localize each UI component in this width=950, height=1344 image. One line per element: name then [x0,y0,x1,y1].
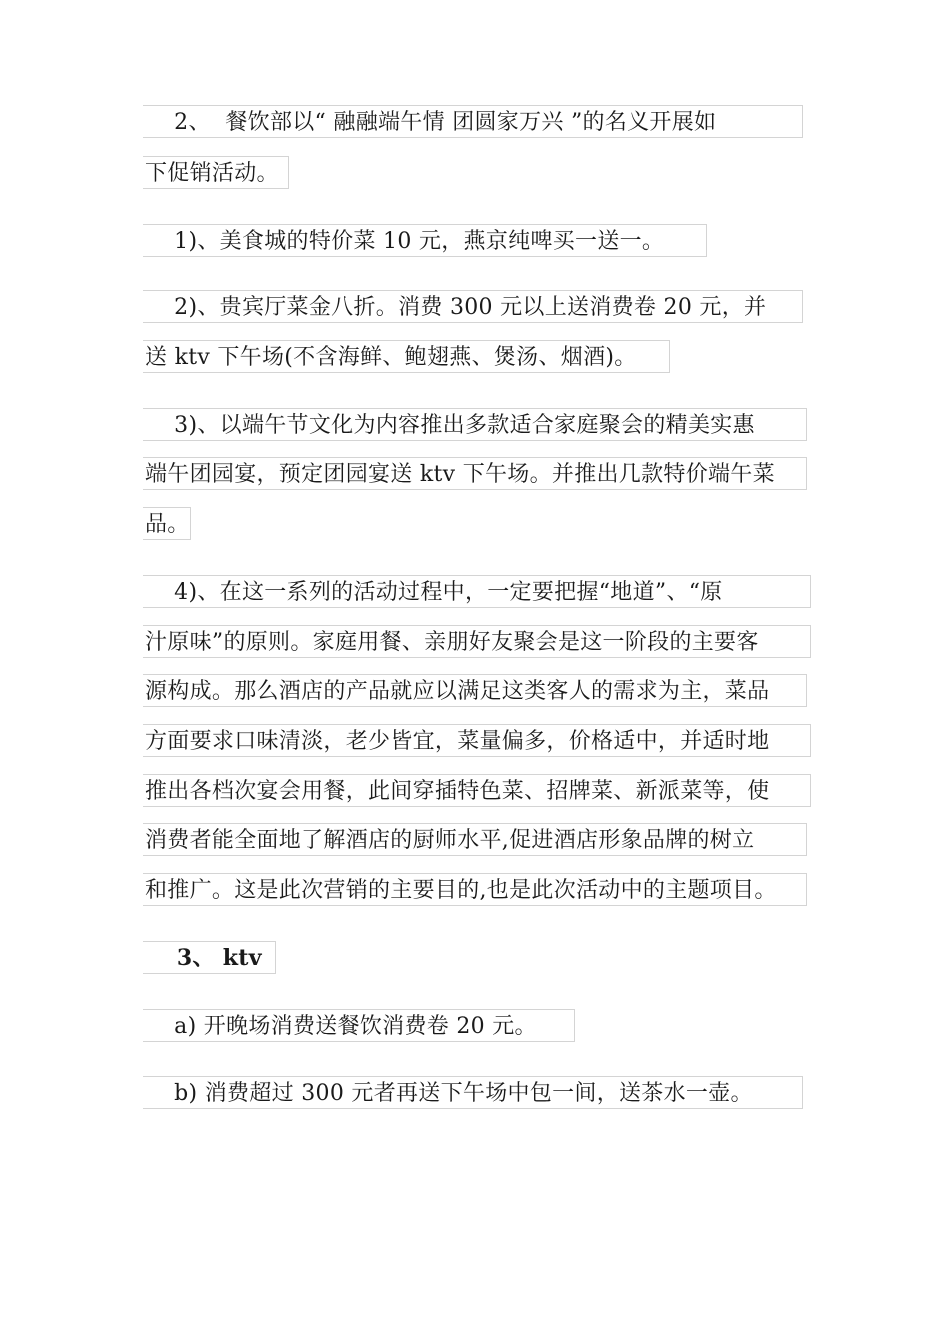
text-line: 推出各档次宴会用餐，此间穿插特色菜、招牌菜、新派菜等，使 [143,774,811,807]
text-line: 4)、在这一系列的活动过程中，一定要把握“地道”、“原 [143,575,811,608]
text-line: 消费者能全面地了解酒店的厨师水平,促进酒店形象品牌的树立 [143,823,807,856]
text-line: 方面要求口味清淡，老少皆宜，菜量偏多，价格适中，并适时地 [143,724,811,757]
text-line: 源构成。那么酒店的产品就应以满足这类客人的需求为主，菜品 [143,674,807,707]
text-line: 3)、以端午节文化为内容推出多款适合家庭聚会的精美实惠 [143,408,807,441]
section-heading: 3、 ktv [143,941,276,974]
text-line: 下促销活动。 [143,156,289,189]
text-line: 1)、美食城的特价菜 10 元，燕京纯啤买一送一。 [143,224,707,257]
text-line: 端午团园宴，预定团园宴送 ktv 下午场。并推出几款特价端午菜 [143,457,807,490]
text-line: 送 ktv 下午场(不含海鲜、鲍翅燕、煲汤、烟酒)。 [143,340,670,373]
text-line: 和推广。这是此次营销的主要目的,也是此次活动中的主题项目。 [143,873,807,906]
text-line: 汁原味”的原则。家庭用餐、亲朋好友聚会是这一阶段的主要客 [143,625,811,658]
text-line: 品。 [143,507,191,540]
text-line: a) 开晚场消费送餐饮消费卷 20 元。 [143,1009,575,1042]
text-line: 2、 餐饮部以“ 融融端午情 团圆家万兴 ”的名义开展如 [143,105,803,138]
text-line: b) 消费超过 300 元者再送下午场中包一间，送茶水一壶。 [143,1076,803,1109]
text-line: 2)、贵宾厅菜金八折。消费 300 元以上送消费卷 20 元，并 [143,290,803,323]
